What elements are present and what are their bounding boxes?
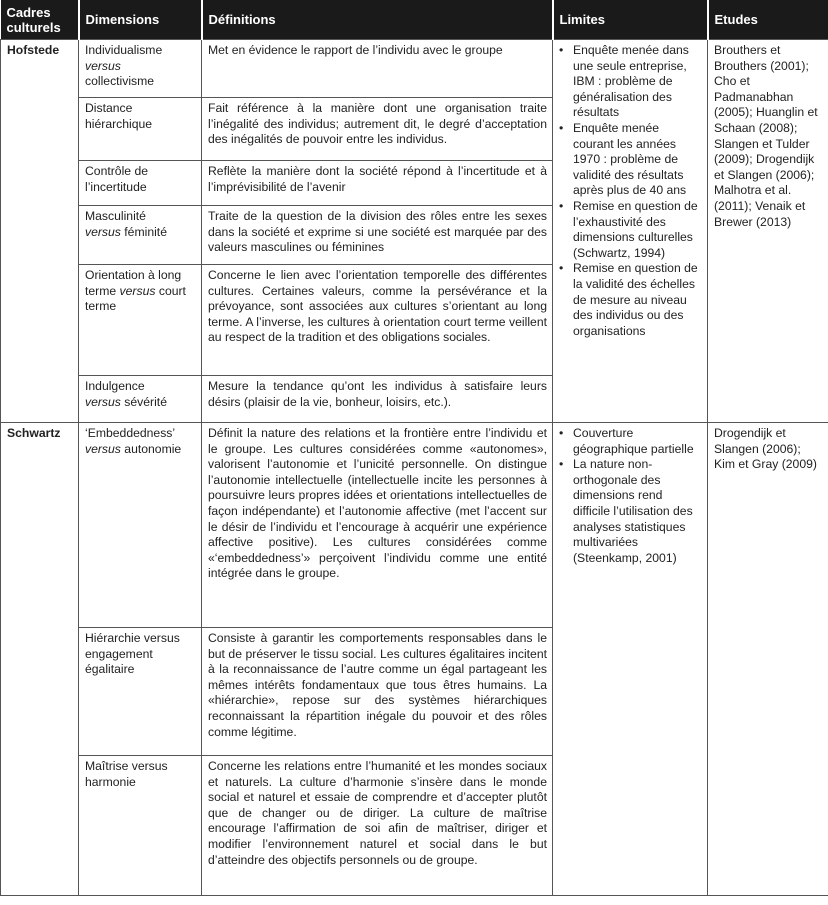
limits-list <box>559 43 702 339</box>
header-frames: Cadres culturels <box>1 0 79 40</box>
studies-cell-schwartz: Drogendijk et Slangen (2006); Kim et Gray (2009) <box>708 423 828 896</box>
dimension-label: court terme <box>85 283 186 314</box>
definition-cell: Fait référence à la manière dont une organisation traite l’inégalité des individus; autrement dit, le degré d’acceptation des inégalités de pouvoir entre les individus. <box>202 98 553 161</box>
dimension-label: ‘Embeddedness’ <box>85 426 176 440</box>
definition-cell: Concerne les relations entre l’humanité et les mondes sociaux et naturels. La culture d’harmonie s’insère dans le monde social et naturel et essaie de comprendre et d’accepter plutôt que de changer ou de diriger. La culture de maîtrise encourage l’affirmation de soi afin de maîtriser, diriger et modifier l’environnement naturel et social dans le but d’atteindre des objectifs personnels ou de groupe. <box>202 756 553 896</box>
limit-item: • Remise en question de l’exhaustivité des dimensions culturelles (Schwartz, 1994) <box>559 199 702 261</box>
dimension-versus: versus <box>85 394 121 409</box>
dimension-versus: versus <box>85 441 121 456</box>
frame-hofstede: Hofstede <box>1 40 79 423</box>
header-row <box>1 0 828 40</box>
table-row <box>1 40 828 98</box>
dimension-cell: Distance hiérarchique <box>79 98 202 161</box>
dimension-label: sévérité <box>124 394 167 409</box>
limit-item: • Couverture géographique partielle <box>559 426 702 457</box>
studies-cell-hofstede: Brouthers et Brouthers (2001); Cho et Padmanabhan (2005); Huanglin et Schaan (2008); Slangen et Tulder (2009); Drogendijk et Slangen (2006); Malhotra et al. (2011); Venaik et Brewer (2013) <box>708 40 828 423</box>
definition-cell: Met en évidence le rapport de l’individu avec le groupe <box>202 40 553 98</box>
dimension-label: Orientation à long terme <box>85 268 182 298</box>
header-limits: Limites <box>553 0 708 40</box>
definition-cell: Définit la nature des relations et la frontière entre l’individu et le groupe. Les cultures considérées comme «autonomes», valorisent l’autonomie et l’unicité personnelle. On distingue l’autonomie intellectuelle (intellectuelle incite les personnes à poursuivre leurs propres idées et orientations intellectuelles de façon indépendante) et l’autonomie affective (met l’accent sur le désir de l’individu et l’encourage à acquérir une expérience affective positive). Les cultures considérées comme «‘embeddedness’» perçoivent l’individu comme une entité intégrée dans le groupe. <box>202 423 553 628</box>
limits-cell-hofstede <box>553 40 708 423</box>
dimension-cell: Maîtrise versus harmonie <box>79 756 202 896</box>
limit-item: • La nature non-orthogonale des dimensions rend difficile l’utilisation des analyses statistiques multivariées (Steenkamp, 2001) <box>559 457 702 566</box>
dimension-cell <box>79 376 202 423</box>
definition-cell: Concerne le lien avec l’orientation temporelle des différentes cultures. Certaines valeurs, comme la persévérance et la prévoyance, sont associées aux cultures s’orientant au long terme. A l’inverse, les cultures à orientation court terme veillent au respect de la tradition et des obligations sociales. <box>202 265 553 376</box>
header-definitions: Définitions <box>202 0 553 40</box>
dimension-cell <box>79 423 202 628</box>
dimension-label: Individualisme <box>85 43 163 57</box>
dimension-label: féminité <box>124 224 167 239</box>
header-dimensions: Dimensions <box>79 0 202 40</box>
dimension-cell: Contrôle de l’incertitude <box>79 161 202 206</box>
dimension-cell <box>79 206 202 265</box>
limits-cell-schwartz <box>553 423 708 896</box>
definition-cell: Reflète la manière dont la société répond à l’incertitude et à l’imprévisibilité de l’avenir <box>202 161 553 206</box>
definition-cell: Mesure la tendance qu’ont les individus à satisfaire leurs désirs (plaisir de la vie, bonheur, loisirs, etc.). <box>202 376 553 423</box>
limit-item: • Enquête menée dans une seule entreprise, IBM : problème de généralisation des résultats <box>559 43 702 121</box>
dimension-cell: Hiérarchie versus engagement égalitaire <box>79 628 202 756</box>
dimension-label: collectivisme <box>85 74 155 89</box>
limit-item: • Remise en question de la validité des échelles de mesure au niveau des individus ou des organisations <box>559 261 702 339</box>
frame-schwartz: Schwartz <box>1 423 79 896</box>
definition-cell: Traite de la question de la division des rôles entre les sexes dans la société et exprime si une société est marquée par des valeurs masculines ou féminines <box>202 206 553 265</box>
dimension-versus: versus <box>85 224 121 239</box>
dimension-cell <box>79 265 202 376</box>
dimension-label: Indulgence <box>85 379 145 393</box>
definition-cell: Consiste à garantir les comportements responsables dans le but de préserver le tissu social. Les cultures égalitaires incitent à la reconnaissance de l’autre comme un égal partageant les mêmes intérêts fondamentaux que tous êtres humains. La «hiérarchie», repose sur des systèmes hiérarchiques reconnaissant la répartition inégale du pouvoir et des rôles comme légitime. <box>202 628 553 756</box>
header-studies: Etudes <box>708 0 828 40</box>
dimension-versus: versus <box>119 283 156 298</box>
dimension-label: Masculinité <box>85 209 146 223</box>
limit-item: • Enquête menée courant les années 1970 : problème de validité des résultats après plus de 40 ans <box>559 121 702 199</box>
limits-list <box>559 426 702 566</box>
dimension-versus: versus <box>85 58 121 73</box>
table-row <box>1 423 828 628</box>
dimension-label: autonomie <box>124 441 182 456</box>
dimension-cell <box>79 40 202 98</box>
